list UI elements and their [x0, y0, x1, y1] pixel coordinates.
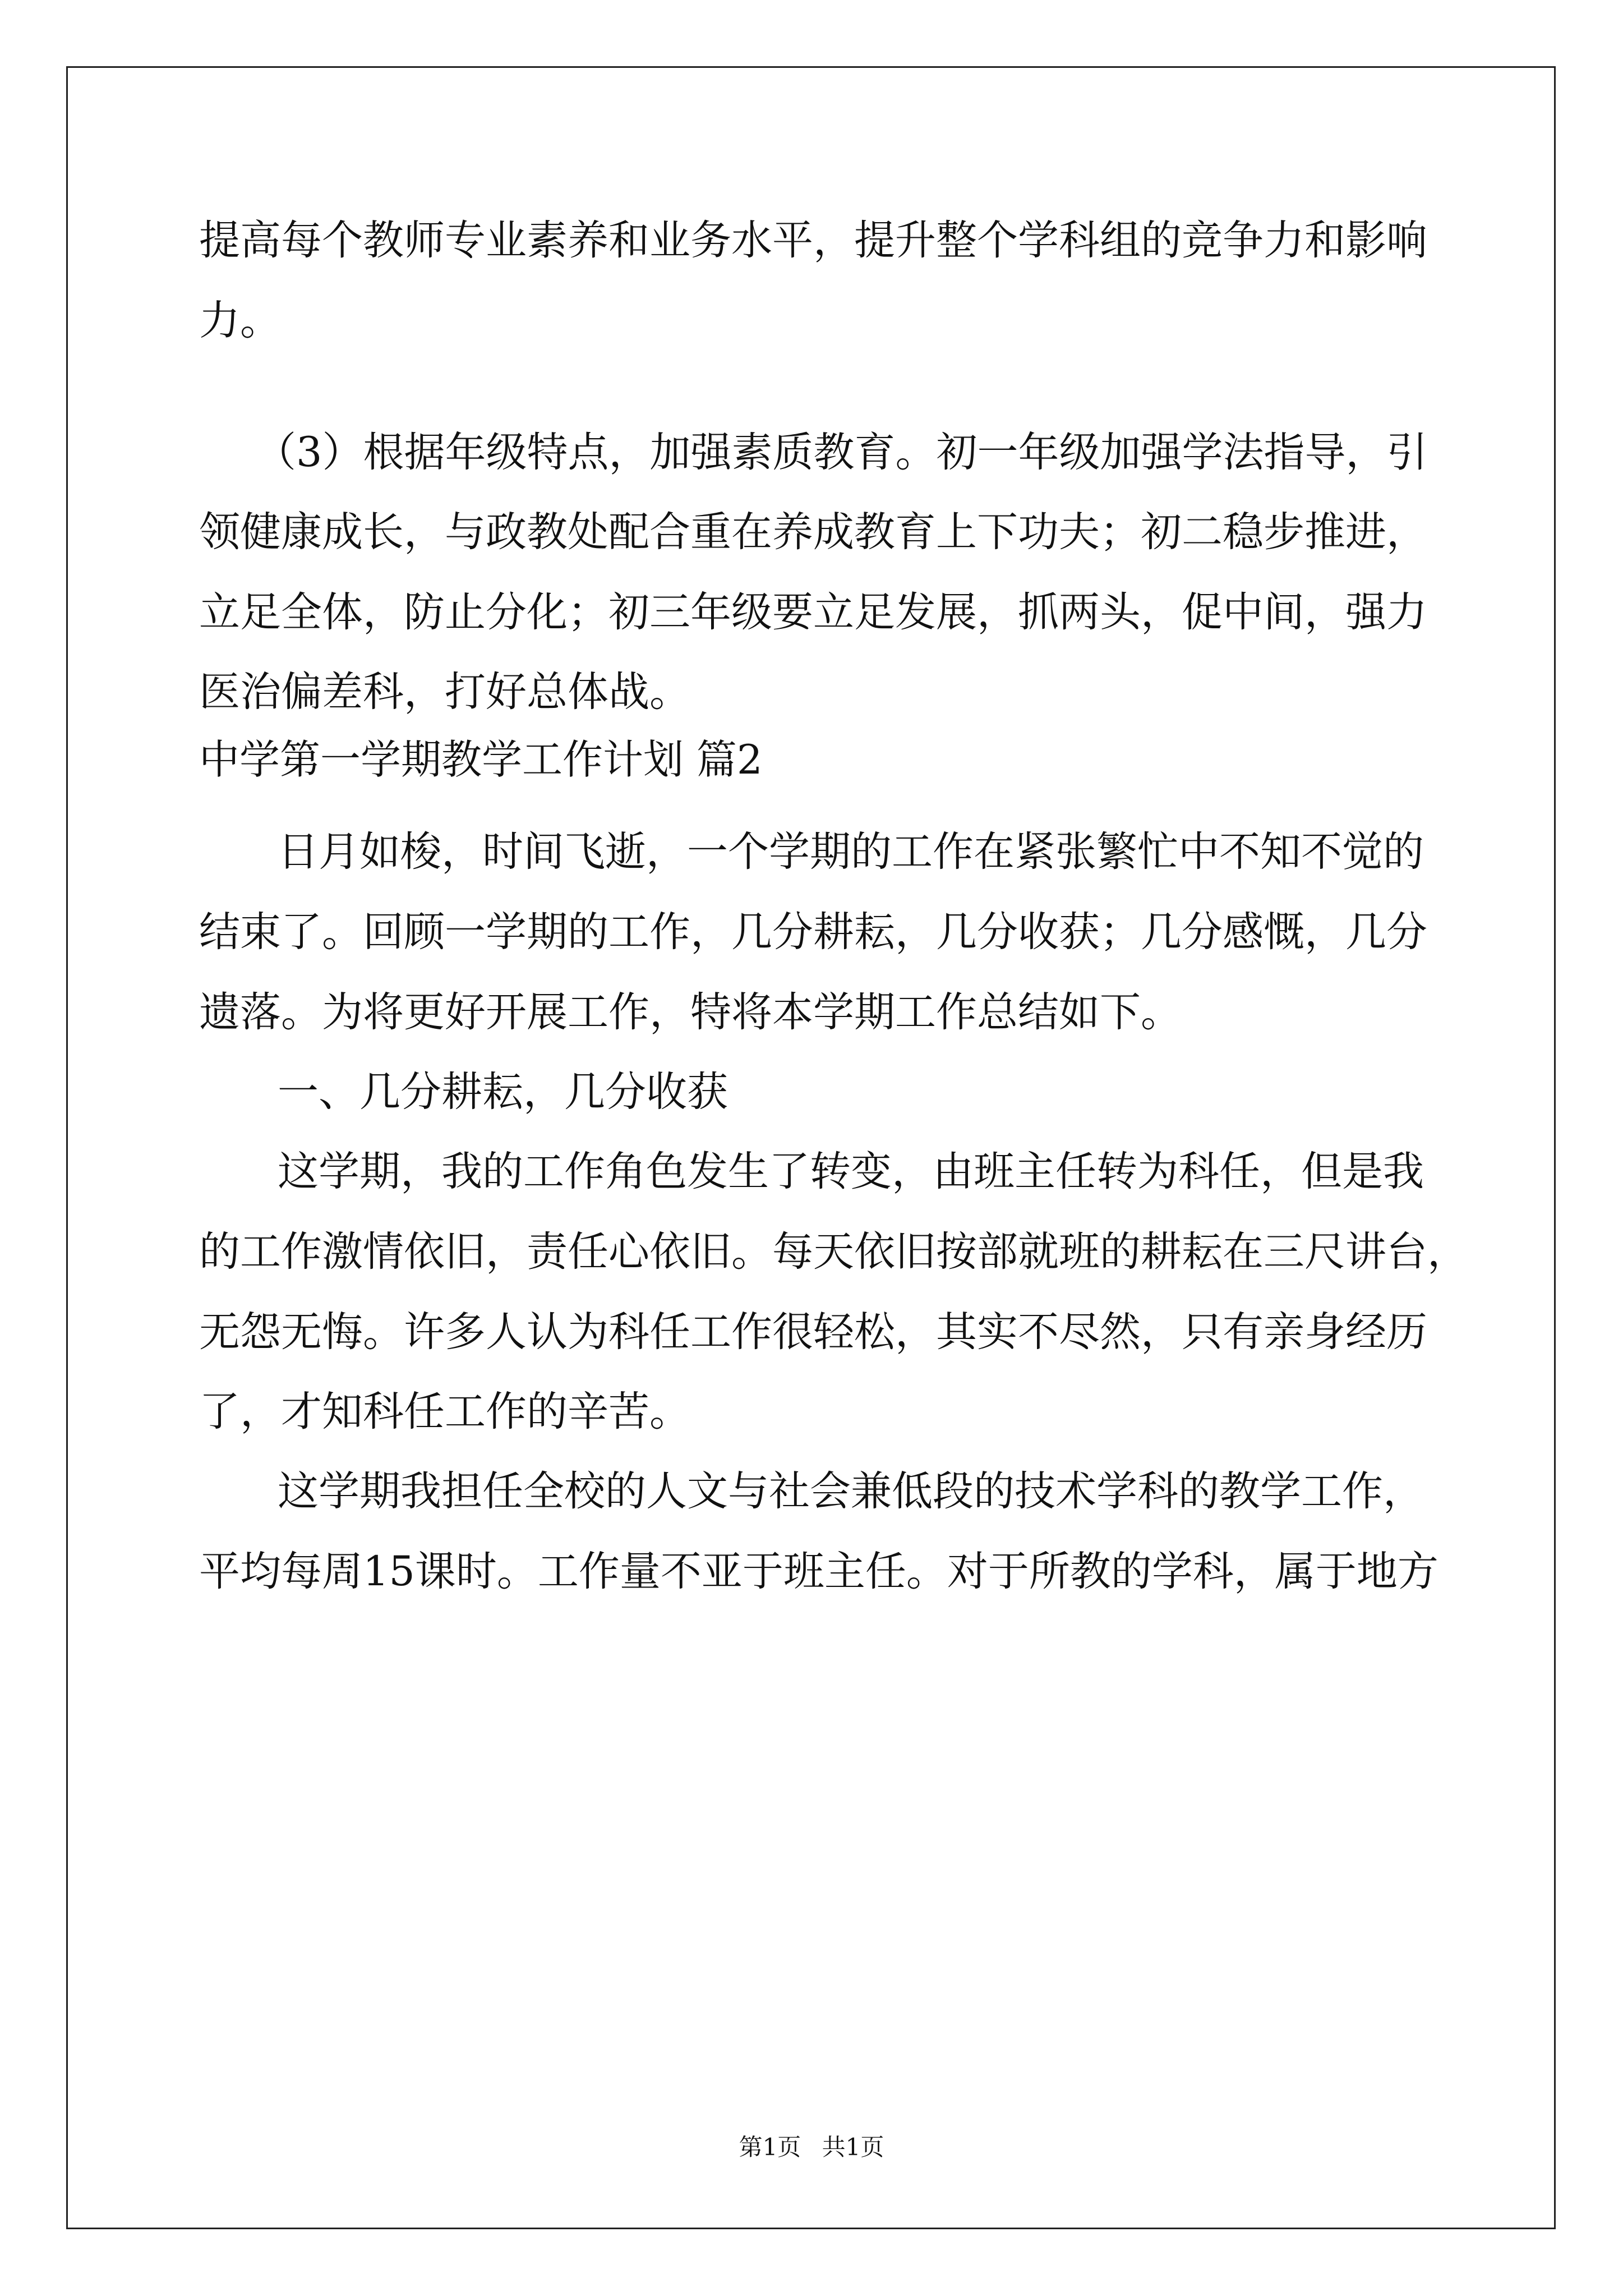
paragraph-line: 日月如梭，时间飞逝，一个学期的工作在紧张繁忙中不知不觉的 [278, 828, 1424, 876]
paragraph-line: 遗落。为将更好开展工作，特将本学期工作总结如下。 [199, 988, 1182, 1036]
page-footer [0, 2133, 1623, 2161]
paragraph-line: 的工作激情依旧，责任心依旧。每天依旧按部就班的耕耘在三尺讲台， [199, 1228, 1468, 1276]
page-number: 第1页 [739, 2133, 801, 2161]
paragraph-line: 平均每周15课时。工作量不亚于班主任。对于所教的学科，属于地方 [199, 1548, 1438, 1595]
page-total: 共1页 [822, 2133, 884, 2161]
paragraph-line: 无怨无悔。许多人认为科任工作很轻松，其实不尽然，只有亲身经历 [199, 1308, 1427, 1356]
paragraph-line: 立足全体，防止分化；初三年级要立足发展，抓两头，促中间，强力 [199, 588, 1427, 636]
section-heading: 中学第一学期教学工作计划 篇2 [199, 736, 763, 783]
paragraph-line: 结束了。回顾一学期的工作，几分耕耘，几分收获；几分感慨，几分 [199, 908, 1427, 956]
paragraph-line: 领健康成长，与政教处配合重在养成教育上下功夫；初二稳步推进， [199, 508, 1427, 556]
paragraph-line: 医治偏差科，打好总体战。 [199, 668, 690, 716]
paragraph-line: 这学期我担任全校的人文与社会兼低段的技术学科的教学工作， [278, 1467, 1424, 1515]
paragraph-line: 提高每个教师专业素养和业务水平，提升整个学科组的竞争力和影响 [199, 217, 1427, 264]
paragraph-line: 力。 [199, 297, 281, 344]
subheading: 一、几分耕耘，几分收获 [278, 1068, 728, 1116]
paragraph-line: （3）根据年级特点，加强素质教育。初一年级加强学法指导，引 [255, 429, 1428, 476]
paragraph-line: 这学期，我的工作角色发生了转变，由班主任转为科任，但是我 [278, 1148, 1424, 1195]
paragraph-line: 了，才知科任工作的辛苦。 [199, 1388, 690, 1435]
